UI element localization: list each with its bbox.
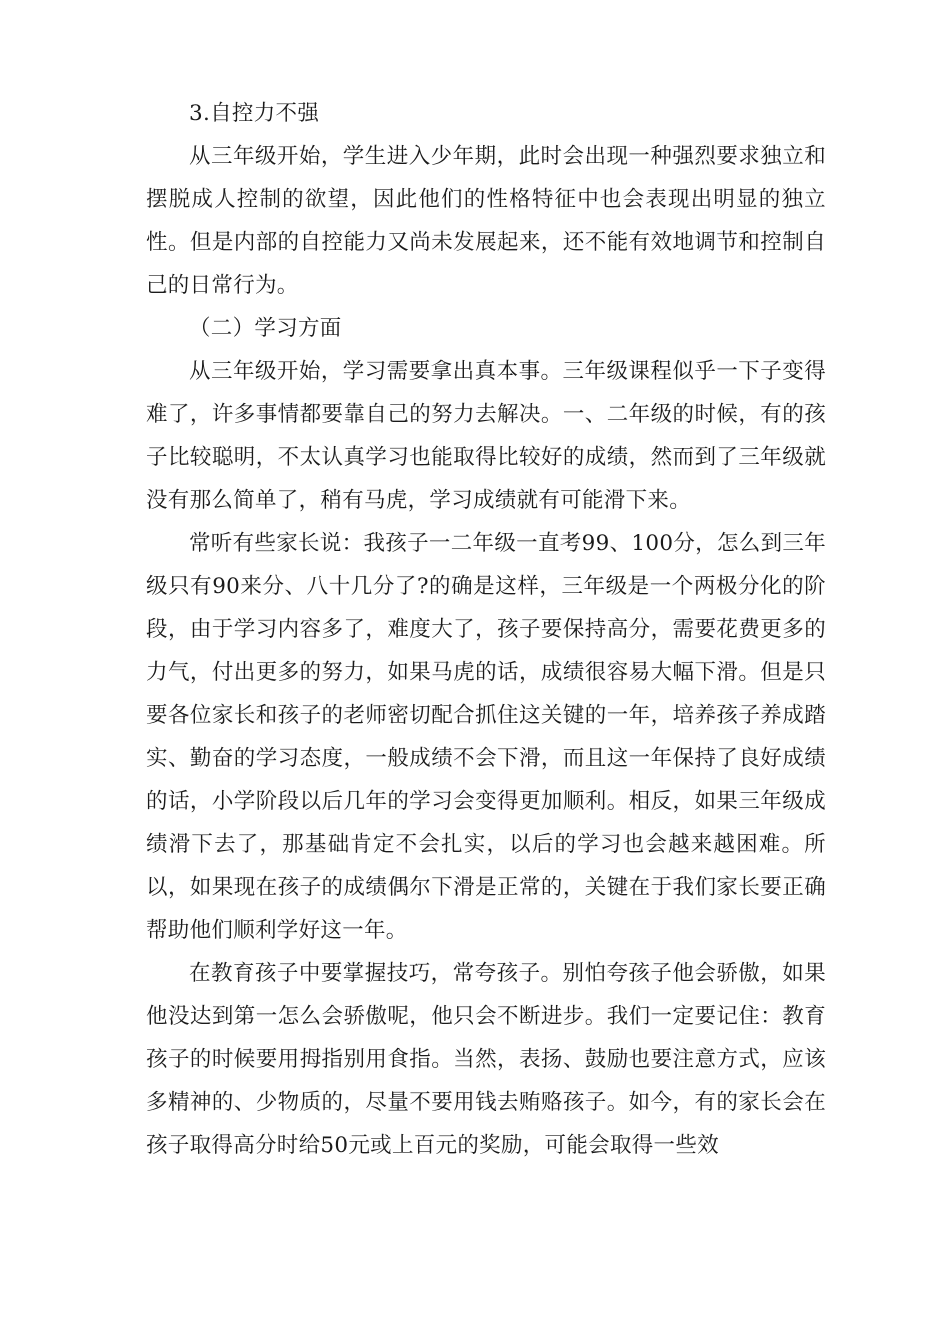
document-body xyxy=(146,92,826,1167)
section-heading-study: （二）学习方面 xyxy=(189,316,342,341)
subheading-self-control: 3.自控力不强 xyxy=(189,101,320,126)
paragraph-parents-grades: 常听有些家长说：我孩子一二年级一直考99、100分，怎么到三年级只有90来分、八十几分了?的确是这样，三年级是一个两极分化的阶段，由于学习内容多了，难度大了，孩子要保持高分，需要花费更多的力气，付出更多的努力，如果马虎的话，成绩很容易大幅下滑。但是只要各位家长和孩子的老师密切配合抓住这关键的一年，培养孩子养成踏实、勤奋的学习态度，一般成绩不会下滑，而且这一年保持了良好成绩的话，小学阶段以后几年的学习会变得更加顺利。相反，如果三年级成绩滑下去了，那基础肯定不会扎实，以后的学习也会越来越困难。所以，如果现在孩子的成绩偶尔下滑是正常的，关键在于我们家长要正确帮助他们顺利学好这一年。 xyxy=(146,531,826,943)
paragraph-self-control: 从三年级开始，学生进入少年期，此时会出现一种强烈要求独立和摆脱成人控制的欲望，因此他们的性格特征中也会表现出明显的独立性。但是内部的自控能力又尚未发展起来，还不能有效地调节和控制自己的日常行为。 xyxy=(146,144,826,298)
paragraph-praise: 在教育孩子中要掌握技巧，常夸孩子。别怕夸孩子他会骄傲，如果他没达到第一怎么会骄傲呢，他只会不断进步。我们一定要记住：教育孩子的时候要用拇指别用食指。当然，表扬、鼓励也要注意方式，应该多精神的、少物质的，尽量不要用钱去贿赂孩子。如今，有的家长会在孩子取得高分时给50元或上百元的奖励，可能会取得一些效 xyxy=(146,961,826,1158)
paragraph-study-intro: 从三年级开始，学习需要拿出真本事。三年级课程似乎一下子变得难了，许多事情都要靠自己的努力去解决。一、二年级的时候，有的孩子比较聪明，不太认真学习也能取得比较好的成绩，然而到了三年级就没有那么简单了，稍有马虎，学习成绩就有可能滑下来。 xyxy=(146,359,826,513)
